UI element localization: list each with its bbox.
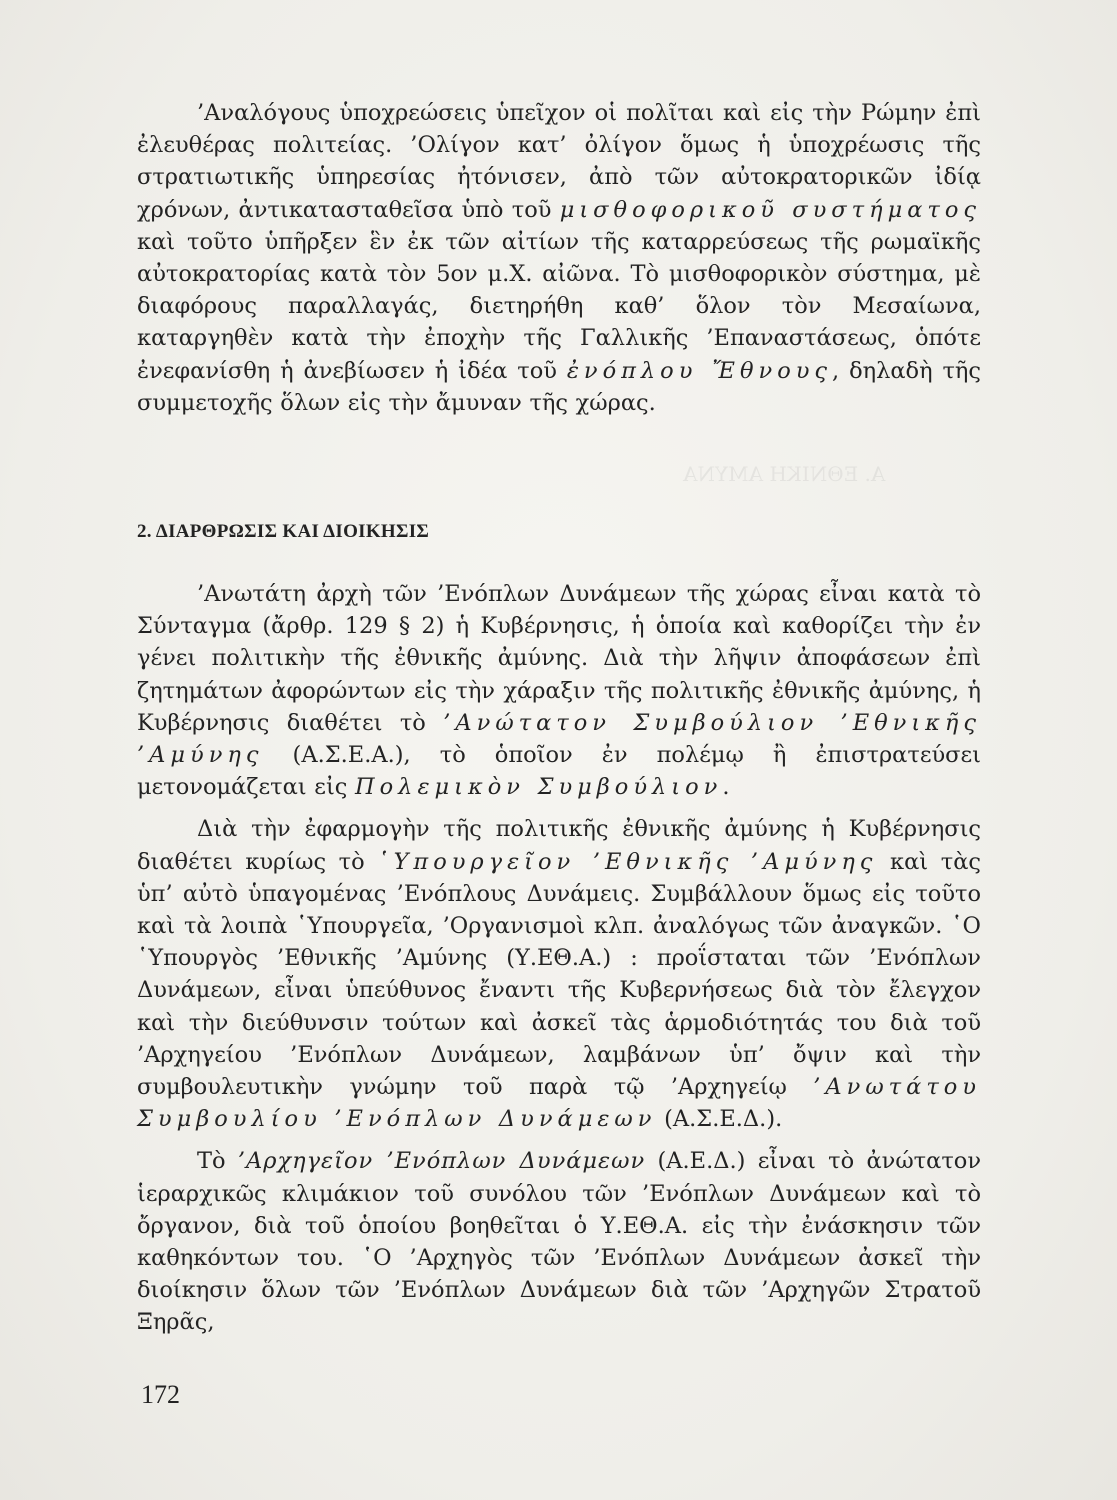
emphasis: ῾Υπουργεῖον ’Εθνικῆς ’Αμύνης <box>377 848 878 875</box>
page-number: 172 <box>141 1380 180 1409</box>
emphasis: ’Ανώτατον Συμβούλιον ’Εθνικῆς ’Αμύνης <box>137 709 981 769</box>
paragraph: Τὸ ’Αρχηγεῖον ’Ενόπλων Δυνάμεων (Α.Ε.Δ.) εἶναι τὸ ἀνώτατον ἱεραρχικῶς κλιμάκιον τοῦ συνόλου τῶν ’Ενόπλων Δυνάμεων καὶ τὸ ὄργανον, διὰ τοῦ ὁποίου βοηθεῖται ὁ Υ.ΕΘ.Α. εἰς τὴν ἐνάσκησιν τῶν καθηκόντων του. ῾Ο ’Αρχηγὸς τῶν ’Ενόπλων Δυνάμεων ἀσκεῖ τὴν διοίκησιν ὅλων τῶν ’Ενόπλων Δυνάμεων διὰ τῶν ’Αρχηγῶν Στρατοῦ Ξηρᾶς, <box>137 1148 981 1336</box>
emphasis: ’Ανωτάτου Συμβουλίου ’Ενόπλων Δυνάμεων <box>137 1074 981 1133</box>
emphasis: ’Αρχηγεῖον ’Ενόπλων Δυνάμεων <box>237 1148 646 1175</box>
paragraph: ’Ανωτάτη ἀρχὴ τῶν ’Ενόπλων Δυνάμεων τῆς χώρας εἶναι κατὰ τὸ Σύνταγμα (ἄρθρ. 129 § 2) ἡ Κυβέρνησις, ἡ ὁποία καὶ καθορίζει τὴν ἐν γένει πολιτικὴν τῆς ἐθνικῆς ἀμύνης. Διὰ τὴν λῆψιν ἀποφάσεων ἐπὶ ζητημάτων ἀφορώντων εἰς τὴν χάραξιν τῆς πολιτικῆς ἐθνικῆς ἀμύνης, ἡ Κυβέρνησις διαθέτει τὸ ’Ανώτατον Συμβούλιον ’Εθνικῆς ’Αμύνης (Α.Σ.Ε.Α.), τὸ ὁποῖον ἐν πολέμῳ ἢ ἐπιστρατεύσει μετονομάζεται εἰς Πολεμικὸν Συμβούλιον. <box>137 581 981 801</box>
emphasis: ἐνόπλου Ἔθνους <box>566 357 833 384</box>
bleed-through-heading: Α. ΕΘΝΙΚΗ ΑΜΥΝΑ <box>683 462 886 486</box>
emphasis: Πολεμικὸν Συμβούλιον <box>355 774 723 801</box>
emphasis: μισθοφορικοῦ συστήματος <box>559 196 981 223</box>
paragraph: ’Αναλόγους ὑποχρεώσεις ὑπεῖχον οἱ πολῖται καὶ εἰς τὴν Ρώμην ἐπὶ ἐλευθέρας πολιτείας. ’Ολίγον κατ’ ὀλίγον ὅμως ἡ ὑποχρέωσις τῆς στρατιωτικῆς ὑπηρεσίας ἠτόνισεν, ἀπὸ τῶν αὐτοκρατορικῶν ἰδίᾳ χρόνων, ἀντικατασταθεῖσα ὑπὸ τοῦ μισθοφορικοῦ συστήματος καὶ τοῦτο ὑπῆρξεν ἓν ἐκ τῶν αἰτίων τῆς καταρρεύσεως τῆς ρωμαϊκῆς αὐτοκρατορίας κατὰ τὸν 5ον μ.Χ. αἰῶνα. Τὸ μισθοφορικὸν σύστημα, μὲ διαφόρους παραλλαγάς, διετηρήθη καθ’ ὅλον τὸν Μεσαίωνα, καταργηθὲν κατὰ τὴν ἐποχὴν τῆς Γαλλικῆς ’Επαναστάσεως, ὁπότε ἐνεφανίσθη ἡ ἀνεβίωσεν ἡ ἰδέα τοῦ ἐνόπλου Ἔθνους, δηλαδὴ τῆς συμμετοχῆς ὅλων εἰς τὴν ἄμυναν τῆς χώρας. <box>137 100 981 416</box>
section-heading: 2. ΔΙΑΡΘΡΩΣΙΣ ΚΑΙ ΔΙΟΙΚΗΣΙΣ <box>137 521 430 542</box>
section-2-text <box>137 578 981 1339</box>
paragraph: Διὰ τὴν ἐφαρμογὴν τῆς πολιτικῆς ἐθνικῆς ἀμύνης ἡ Κυβέρνησις διαθέτει κυρίως τὸ ῾Υπουργεῖον ’Εθνικῆς ’Αμύνης καὶ τὰς ὑπ’ αὐτὸ ὑπαγομένας ’Ενόπλους Δυνάμεις. Συμβάλλουν ὅμως εἰς τοῦτο καὶ τὰ λοιπὰ ῾Υπουργεῖα, ’Οργανισμοὶ κλπ. ἀναλόγως τῶν ἀναγκῶν. ῾Ο ῾Υπουργὸς ’Εθνικῆς ’Αμύνης (Υ.ΕΘ.Α.) : προΐσταται τῶν ’Ενόπλων Δυνάμεων, εἶναι ὑπεύθυνος ἔναντι τῆς Κυβερνήσεως διὰ τὸν ἔλεγχον καὶ τὴν διεύθυνσιν τούτων καὶ ἀσκεῖ τὰς ἁρμοδιότητάς του διὰ τοῦ ’Αρχηγείου ’Ενόπλων Δυνάμεων, λαμβάνων ὑπ’ ὄψιν καὶ τὴν συμβουλευτικὴν γνώμην τοῦ παρὰ τῷ ’Αρχηγείῳ ’Ανωτάτου Συμβουλίου ’Ενόπλων Δυνάμεων (Α.Σ.Ε.Δ.). <box>137 816 981 1133</box>
section-1-text <box>137 97 981 419</box>
